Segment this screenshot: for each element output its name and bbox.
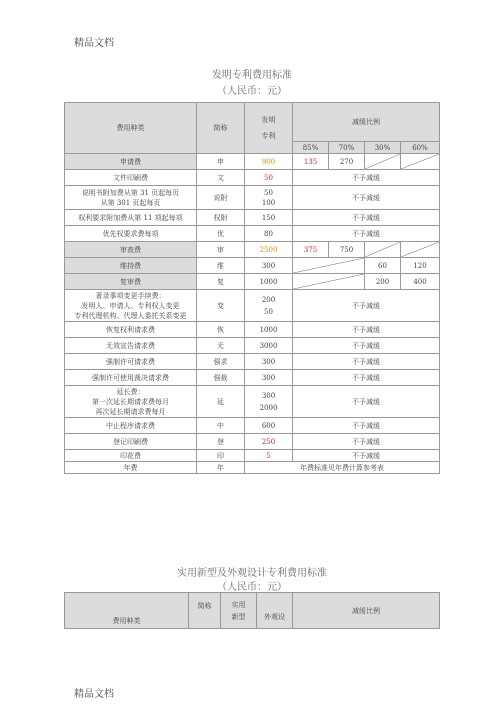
header-fee-type: 费用种类	[65, 103, 197, 154]
fee-name: 中止程序请求费	[65, 418, 197, 434]
fee-reduced-70: 750	[329, 242, 365, 258]
fee-name: 登记印刷费	[65, 434, 197, 450]
fee-name: 优先权要求费每项	[65, 226, 197, 242]
invention-title: 发明专利费用标准	[212, 70, 292, 81]
fee-name: 文件印刷费	[65, 170, 197, 186]
fee-abbr: 复	[197, 274, 245, 290]
fee-abbr: 无	[197, 338, 245, 354]
fee-note: 不予减缓	[293, 170, 440, 186]
fee-note: 不予减缓	[293, 226, 440, 242]
fee-name: 权利要求附加费从第 11 项起每项	[65, 210, 197, 226]
table-row	[65, 258, 440, 274]
table-row	[65, 274, 440, 290]
fee-name: 恢复权利请求费	[65, 322, 197, 338]
table-row	[65, 386, 440, 418]
table-row	[65, 370, 440, 386]
fee-abbr: 强裁	[197, 370, 245, 386]
fee-amount: 300	[245, 354, 293, 370]
header-abbr: 简称	[197, 103, 245, 154]
fee-abbr: 中	[197, 418, 245, 434]
fee-note: 不予减缓	[293, 386, 440, 418]
table-row	[65, 462, 440, 474]
fee-note: 不予减缓	[293, 210, 440, 226]
empty-cell-slash	[401, 242, 440, 258]
invention-unit: （人民币：元）	[217, 86, 287, 97]
fee-reduced-60: 400	[401, 274, 440, 290]
fee-abbr: 权附	[197, 210, 245, 226]
header-reduction: 减缓比例	[293, 593, 440, 629]
fee-note: 不予减缓	[293, 338, 440, 354]
fee-amount: 300	[245, 258, 293, 274]
empty-cell-slash	[365, 242, 401, 258]
header-reduction: 减缓比例	[293, 103, 440, 142]
fee-abbr: 印	[197, 450, 245, 462]
fee-reduced-60: 120	[401, 258, 440, 274]
fee-reduced-70: 270	[329, 154, 365, 170]
page-header: 精品文档	[74, 38, 114, 49]
fee-name: 无效宣告请求费	[65, 338, 197, 354]
fee-note: 不予减缓	[293, 418, 440, 434]
header-pct-60: 60%	[401, 142, 440, 154]
fee-amount: 600	[245, 418, 293, 434]
table-row	[65, 418, 440, 434]
fee-amount: 150	[245, 210, 293, 226]
fee-reduced-30: 60	[365, 258, 401, 274]
fee-name: 审查费	[65, 242, 197, 258]
fee-name: 延长费： 第一次延长期请求费每月 再次延长期请求费每月	[65, 386, 197, 418]
table-row	[65, 186, 440, 210]
fee-note: 不予减缓	[293, 450, 440, 462]
fee-name: 年费	[65, 462, 197, 474]
fee-amount: 1000	[245, 274, 293, 290]
fee-abbr: 说附	[197, 186, 245, 210]
fee-amount: 300 2000	[245, 386, 293, 418]
fee-abbr: 强求	[197, 354, 245, 370]
header-pct-70: 70%	[329, 142, 365, 154]
fee-amount: 50	[245, 170, 293, 186]
page-footer: 精品文档	[74, 689, 114, 700]
empty-cell-slash	[293, 274, 365, 290]
fee-abbr: 维	[197, 258, 245, 274]
fee-name: 强制许可使用裁决请求费	[65, 370, 197, 386]
fee-abbr: 年	[197, 462, 245, 474]
table-row	[65, 170, 440, 186]
header-pct-30: 30%	[365, 142, 401, 154]
empty-cell-slash	[365, 154, 401, 170]
fee-amount: 900	[245, 154, 293, 170]
fee-amount: 300	[245, 370, 293, 386]
invention-fee-table	[64, 102, 439, 474]
fee-abbr: 恢	[197, 322, 245, 338]
fee-amount: 250	[245, 434, 293, 450]
fee-note: 不予减缓	[293, 434, 440, 450]
fee-name: 申请费	[65, 154, 197, 170]
header-design-amount: 外观设	[257, 593, 293, 629]
header-pct-85: 85%	[293, 142, 329, 154]
fee-note: 不予减缓	[293, 322, 440, 338]
header-invention-amount: 发明 专利	[245, 103, 293, 154]
fee-amount: 200 50	[245, 290, 293, 322]
empty-cell-slash	[293, 258, 365, 274]
fee-abbr: 申	[197, 154, 245, 170]
table-row	[65, 210, 440, 226]
fee-note: 不予减缓	[293, 290, 440, 322]
utility-unit: （人民币：元）	[217, 582, 287, 593]
fee-reduced-30: 200	[365, 274, 401, 290]
fee-reduced-85: 375	[293, 242, 329, 258]
table-row	[65, 154, 440, 170]
table-row	[65, 290, 440, 322]
fee-abbr: 审	[197, 242, 245, 258]
fee-amount: 2500	[245, 242, 293, 258]
fee-amount: 50 100	[245, 186, 293, 210]
fee-abbr: 优	[197, 226, 245, 242]
fee-amount: 1000	[245, 322, 293, 338]
fee-name: 印花费	[65, 450, 197, 462]
utility-title: 实用新型及外观设计专利费用标准	[177, 568, 327, 579]
fee-abbr: 文	[197, 170, 245, 186]
fee-name: 复审费	[65, 274, 197, 290]
table-row	[65, 322, 440, 338]
empty-cell-slash	[401, 154, 440, 170]
fee-note: 不予减缓	[293, 370, 440, 386]
fee-amount: 3000	[245, 338, 293, 354]
fee-amount: 80	[245, 226, 293, 242]
fee-name: 著录事项变更手续费： 发明人、申请人、专利权人变更 专利代理机构、代理人委托关系变更	[65, 290, 197, 322]
fee-name: 说明书附加费从第 31 页起每页 从第 301 页起每页	[65, 186, 197, 210]
fee-note: 不予减缓	[293, 354, 440, 370]
header-fee-type: 费用种类	[65, 593, 189, 629]
header-abbr: 简称	[189, 593, 221, 629]
fee-note: 年费标准见年费计算参考表	[245, 462, 440, 474]
fee-abbr: 登	[197, 434, 245, 450]
fee-note: 不予减缓	[293, 186, 440, 210]
table-row	[65, 434, 440, 450]
utility-fee-table	[64, 592, 439, 629]
fee-abbr: 变	[197, 290, 245, 322]
fee-amount: 5	[245, 450, 293, 462]
header-utility-amount: 实用 新型	[221, 593, 257, 629]
table-row	[65, 226, 440, 242]
table-row	[65, 242, 440, 258]
table-row	[65, 450, 440, 462]
fee-name: 维持费	[65, 258, 197, 274]
fee-reduced-85: 135	[293, 154, 329, 170]
fee-abbr: 延	[197, 386, 245, 418]
table-row	[65, 354, 440, 370]
fee-name: 强制许可请求费	[65, 354, 197, 370]
table-row	[65, 338, 440, 354]
